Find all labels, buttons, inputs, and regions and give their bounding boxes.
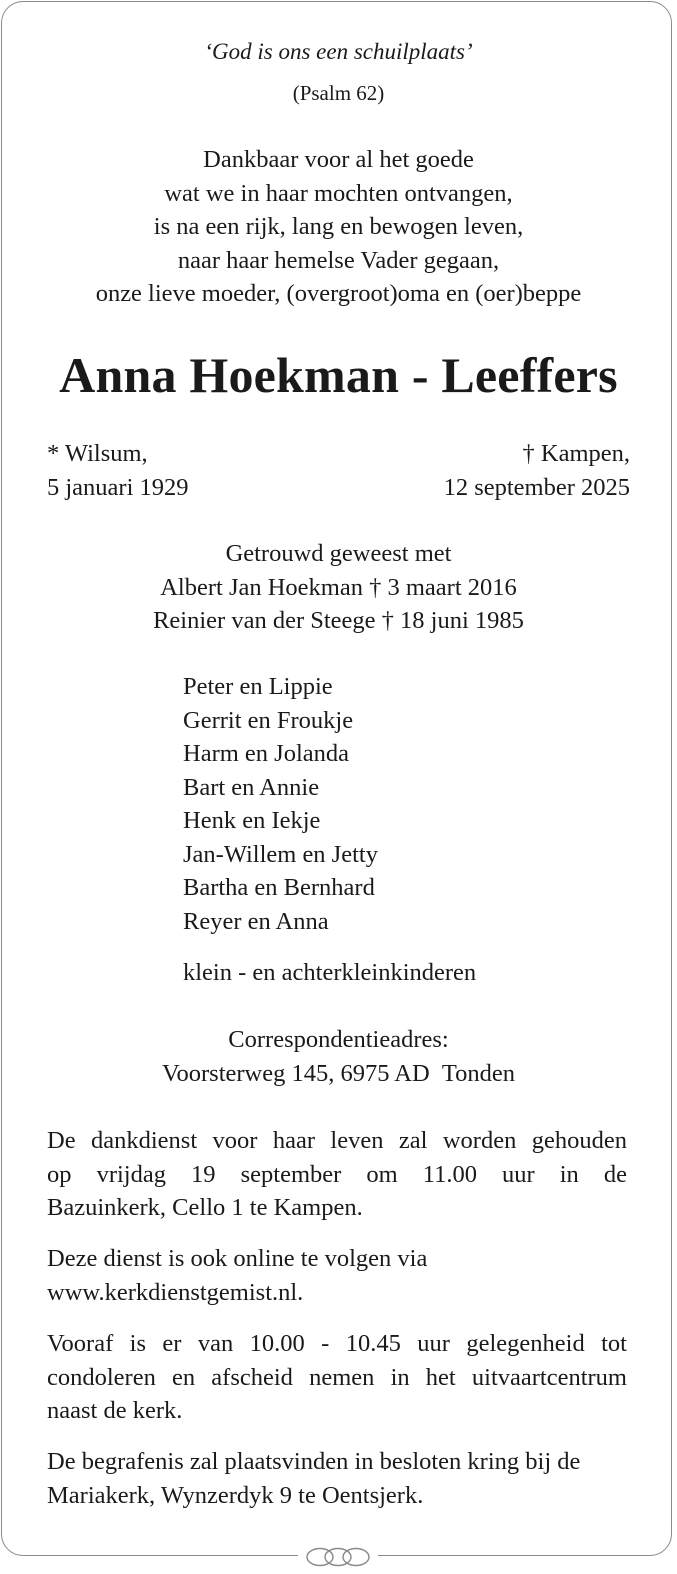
motto: ‘God is ons een schuilplaats’ [204, 39, 473, 64]
ring-ornament-icon [298, 1546, 378, 1568]
death-place: † Kampen, [522, 440, 630, 467]
condolence-line: Vooraf is er van 10.00 - 10.45 uur gelegenheid tot [47, 1330, 627, 1357]
condolence-paragraph [47, 1327, 627, 1428]
child-couple: Reyer en Anna [183, 907, 329, 935]
death-info [444, 437, 630, 505]
intro-line: wat we in haar mochten ontvangen, [164, 179, 513, 207]
correspondence-label: Correspondentieadres: [228, 1026, 449, 1053]
intro-line: onze lieve moeder, (overgroot)oma en (oer)beppe [95, 280, 582, 307]
online-line: Deze dienst is ook online te volgen via [47, 1245, 428, 1272]
child-couple: Bartha en Bernhard [183, 874, 375, 901]
child-couple: Henk en Iekje [183, 807, 321, 834]
deceased-name: Anna Hoekman - Leeffers [59, 347, 618, 403]
burial-line: De begrafenis zal plaatsvinden in besloten kring bij de [47, 1448, 581, 1475]
correspondence-address [0, 1023, 677, 1091]
online-link: www.kerkdienstgemist.nl. [47, 1278, 304, 1306]
birth-date: 5 januari 1929 [47, 474, 189, 501]
intro-text [0, 143, 677, 311]
service-line: De dankdienst voor haar leven zal worden gehouden [47, 1127, 627, 1154]
child-couple: Harm en Jolanda [183, 740, 349, 767]
psalm-reference: (Psalm 62) [292, 81, 385, 105]
condolence-line: naast de kerk. [47, 1397, 183, 1424]
grandchildren-line: klein - en achterkleinkinderen [183, 959, 477, 986]
birth-place: * Wilsum, [47, 440, 148, 467]
death-date: 12 september 2025 [443, 474, 630, 501]
intro-line: is na een rijk, lang en bewogen leven, [153, 213, 524, 240]
intro-line: naar haar hemelse Vader gegaan, [177, 246, 500, 274]
service-paragraph [47, 1124, 627, 1225]
marriage-heading: Getrouwd geweest met [225, 540, 452, 567]
child-couple: Gerrit en Froukje [183, 706, 354, 734]
condolence-line: condoleren en afscheid nemen in het uitvaartcentrum [47, 1363, 627, 1391]
spouse-line: Reinier van der Steege † 18 juni 1985 [153, 607, 524, 634]
child-couple: Bart en Annie [183, 773, 320, 801]
service-line: Bazuinkerk, Cello 1 te Kampen. [47, 1194, 363, 1221]
child-couple: Peter en Lippie [183, 673, 333, 700]
child-couple: Jan-Willem en Jetty [183, 840, 378, 868]
marriage-info [0, 537, 677, 638]
birth-info [47, 437, 189, 505]
burial-line: Mariakerk, Wynzerdyk 9 te Oentsjerk. [47, 1481, 424, 1509]
burial-paragraph [47, 1445, 627, 1512]
intro-line: Dankbaar voor al het goede [203, 146, 474, 173]
children-list [183, 670, 378, 938]
service-line: op vrijdag 19 september om 11.00 uur in de [47, 1160, 627, 1188]
correspondence-street: Voorsterweg 145, 6975 AD Tonden [161, 1060, 516, 1087]
spouse-line: Albert Jan Hoekman † 3 maart 2016 [160, 573, 517, 601]
online-paragraph [47, 1242, 627, 1309]
